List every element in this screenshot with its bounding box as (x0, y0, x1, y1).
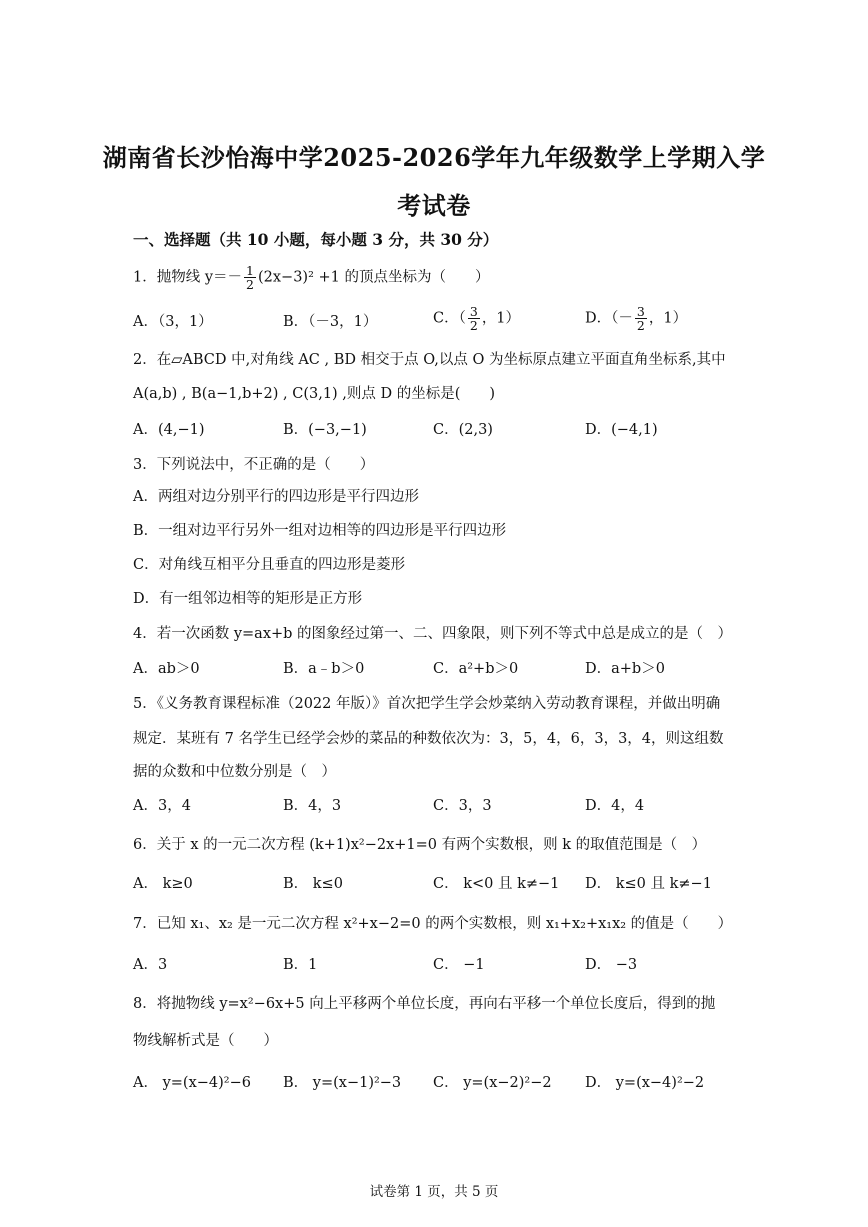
q5-option-a: A．3，4 (133, 798, 191, 814)
q1-d-den: 2 (636, 318, 645, 333)
q5-stem-line1: 5．《义务教育课程标准（2022 年版）》首次把学生学会炒菜纳入劳动教育课程，并做出明确 (133, 696, 721, 712)
q1-option-b: B．（－3，1） (283, 314, 378, 330)
q7-option-d: D． −3 (585, 957, 638, 973)
q5-option-d: D．4，4 (585, 798, 645, 814)
q7-stem: 7．已知 x₁、x₂ 是一元二次方程 x²+x−2=0 的两个实数根，则 x₁+x₂+x₁x₂ 的值是（ ） (133, 916, 733, 932)
q6-option-d: D． k≤0 且 k≠−1 (585, 876, 712, 892)
q2-option-a: A．(4,−1) (133, 422, 205, 438)
q2-option-b: B．(−3,−1) (283, 422, 367, 438)
q4-option-a: A．ab＞0 (133, 661, 200, 677)
q1-d-post: ，1） (648, 310, 688, 327)
q2-stem-line1: 2．在▱ABCD 中,对角线 AC , BD 相交于点 O,以点 O 为坐标原点建立平面直角坐标系,其中 (133, 352, 726, 368)
q1-option-a: A．（3，1） (133, 314, 213, 330)
q8-option-b: B． y=(x−1)²−3 (283, 1075, 402, 1091)
q3-option-a: A．两组对边分别平行的四边形是平行四边形 (133, 489, 419, 505)
q8-option-c: C． y=(x−2)²−2 (433, 1075, 552, 1091)
q1-option-c (433, 305, 520, 332)
q1-fraction (244, 264, 256, 291)
q8-option-a: A． y=(x−4)²−6 (133, 1075, 251, 1091)
q6-option-a: A． k≥0 (133, 876, 193, 892)
q1-stem-post: (2x−3)² +1 的顶点坐标为（ ） (257, 269, 490, 286)
q3-option-c: C．对角线互相平分且垂直的四边形是菱形 (133, 557, 406, 573)
q1-stem (133, 264, 489, 291)
q2-option-d: D．(−4,1) (585, 422, 658, 438)
exam-title-line2: 考试卷 (397, 191, 471, 220)
q1-frac-num: 1 (246, 263, 254, 278)
q4-stem: 4．若一次函数 y=ax+b 的图象经过第一、二、四象限，则下列不等式中总是成立的是（ ） (133, 626, 733, 642)
q3-option-d: D．有一组邻边相等的矩形是正方形 (133, 591, 363, 607)
q3-option-b: B．一组对边平行另外一组对边相等的四边形是平行四边形 (133, 523, 507, 539)
q2-stem-line2: A(a,b) , B(a−1,b+2) , C(3,1) ,则点 D 的坐标是( ) (133, 386, 496, 402)
q1-frac-den: 2 (246, 277, 254, 292)
q3-stem: 3．下列说法中，不正确的是（ ） (133, 457, 375, 473)
q1-d-pre: D．（－ (585, 310, 633, 327)
q1-d-num: 3 (636, 304, 645, 319)
q5-option-c: C．3，3 (433, 798, 492, 814)
q1-option-d (585, 305, 687, 332)
q4-option-c: C．a²+b＞0 (433, 661, 519, 677)
q6-option-b: B． k≤0 (283, 876, 343, 892)
q1-c-pre: C．（ (433, 310, 466, 327)
section-heading: 一、选择题（共 10 小题，每小题 3 分，共 30 分） (133, 230, 499, 249)
exam-title-line1: 湖南省长沙怡海中学2025-2026学年九年级数学上学期入学 (102, 143, 766, 172)
q7-option-b: B．1 (283, 957, 318, 973)
q8-stem-line1: 8．将抛物线 y=x²−6x+5 向上平移两个单位长度，再向右平移一个单位长度后，得到的抛 (133, 996, 716, 1012)
page-footer: 试卷第 1 页，共 5 页 (369, 1184, 499, 1200)
q1-c-den: 2 (469, 318, 478, 333)
q7-option-a: A．3 (133, 957, 168, 973)
q8-option-d: D． y=(x−4)²−2 (585, 1075, 705, 1091)
q4-option-d: D．a+b＞0 (585, 661, 665, 677)
q5-stem-line2: 规定．某班有 7 名学生已经学会炒的菜品的种数依次为：3，5，4，6，3，3，4，则这组数 (133, 731, 724, 747)
q8-stem-line2: 物线解析式是（ ） (133, 1033, 278, 1049)
q2-option-c: C．(2,3) (433, 422, 493, 438)
q1-c-num: 3 (469, 304, 478, 319)
q6-stem: 6．关于 x 的一元二次方程 (k+1)x²−2x+1=0 有两个实数根，则 k 的取值范围是（ ） (133, 837, 707, 853)
q1-stem-pre: 1．抛物线 y＝－ (133, 269, 243, 286)
q5-option-b: B．4，3 (283, 798, 342, 814)
q1-c-fraction (468, 305, 480, 332)
q6-option-c: C． k<0 且 k≠−1 (433, 876, 560, 892)
q5-stem-line3: 据的众数和中位数分别是（ ） (133, 764, 336, 780)
q4-option-b: B．a﹣b＞0 (283, 661, 365, 677)
q1-d-fraction (635, 305, 647, 332)
q7-option-c: C． −1 (433, 957, 485, 973)
q1-c-post: ，1） (481, 310, 521, 327)
